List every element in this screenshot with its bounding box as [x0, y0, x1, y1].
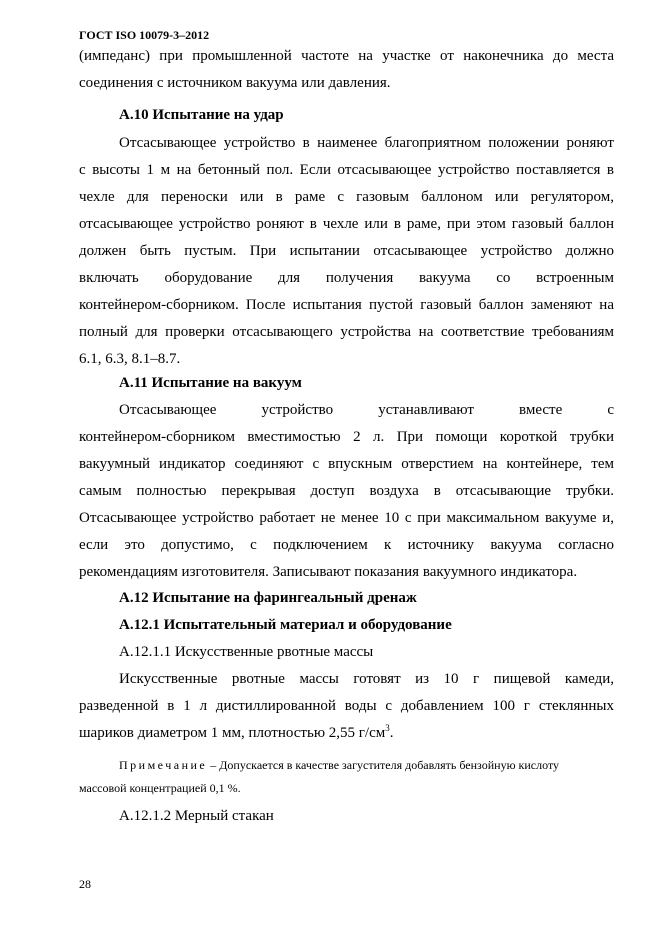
text-line: контейнером-сборником вместимостью 2 л. При помощи короткой трубки [79, 429, 614, 445]
text-line: должен быть пустым. При испытании отсасывающее устройство должно [79, 243, 614, 259]
section-heading: А.12 Испытание на фарингеальный дренаж [119, 590, 417, 606]
item-heading: А.12.1.2 Мерный стакан [119, 808, 274, 824]
note-block [79, 754, 614, 800]
text-line: самым полностью перекрывая доступ воздуха в отсасывающие трубки. [79, 483, 614, 499]
section-a11-paragraph [79, 397, 614, 586]
subsection-heading: А.12.1 Испытательный материал и оборудование [119, 617, 452, 633]
section-heading: А.11 Испытание на вакуум [119, 375, 302, 391]
text-line: рекомендациям изготовителя. Записывают показания вакуумного индикатора. [79, 564, 578, 580]
section-a10-paragraph [79, 130, 614, 373]
page-number: 28 [79, 877, 91, 891]
text-line: разведенной в 1 л дистиллированной воды с добавлением 100 г стеклянных [79, 698, 614, 714]
text-line: включать оборудование для получения вакуума со встроенным [79, 270, 614, 286]
text-line: 6.1, 6.3, 8.1–8.7. [79, 351, 181, 367]
text-line: Отсасывающее устройство устанавливают вместе с [119, 402, 614, 418]
text-line: Отсасывающее устройство в наименее благоприятном положении роняют [119, 135, 614, 151]
section-a11-heading [79, 370, 614, 397]
text-line: (импеданс) при промышленной частоте на участке от наконечника до места [79, 48, 614, 64]
text-line [79, 720, 614, 747]
item-heading: А.12.1.1 Искусственные рвотные массы [119, 644, 374, 660]
document-header: ГОСТ ISO 10079-3–2012 [79, 28, 210, 42]
text-line: чехле для переноски или в раме с газовым баллоном или регулятором, [79, 189, 614, 205]
note-label: Примечание [119, 758, 208, 772]
note-line [79, 754, 614, 777]
text-line: Искусственные рвотные массы готовят из 10 г пищевой камеди, [119, 671, 614, 687]
section-a10-heading [79, 102, 614, 129]
intro-paragraph [79, 43, 614, 97]
text-line: контейнером-сборником. После испытания пустой газовый баллон заменяют на [79, 297, 614, 313]
superscript: 3 [385, 723, 390, 733]
note-text: – Допускается в качестве загустителя добавлять бензойную кислоту [207, 758, 560, 772]
section-a12 [79, 585, 614, 747]
text-line: вакуумный индикатор соединяют с впускным отверстием на контейнере, тем [79, 456, 614, 472]
item-a12-1-2 [79, 803, 614, 830]
text-line: если это допустимо, с подключением к источнику вакуума согласно [79, 537, 614, 553]
note-line: массовой концентрацией 0,1 %. [79, 781, 241, 795]
section-heading: А.10 Испытание на удар [119, 107, 284, 123]
text-line: полный для проверки отсасывающего устройства на соответствие требованиям [79, 324, 614, 340]
text-line: соединения с источником вакуума или давления. [79, 75, 391, 91]
text-line: с высоты 1 м на бетонный пол. Если отсасывающее устройство поставляется в [79, 162, 614, 178]
text-line: Отсасывающее устройство работает не менее 10 с при максимальном вакууме и, [79, 510, 614, 526]
period: . [389, 725, 394, 741]
text-line: отсасывающее устройство роняют в чехле или в раме, при этом газовый баллон [79, 216, 614, 232]
text-fragment: шариков диаметром 1 мм, плотностью 2,55 г/см [79, 725, 386, 741]
